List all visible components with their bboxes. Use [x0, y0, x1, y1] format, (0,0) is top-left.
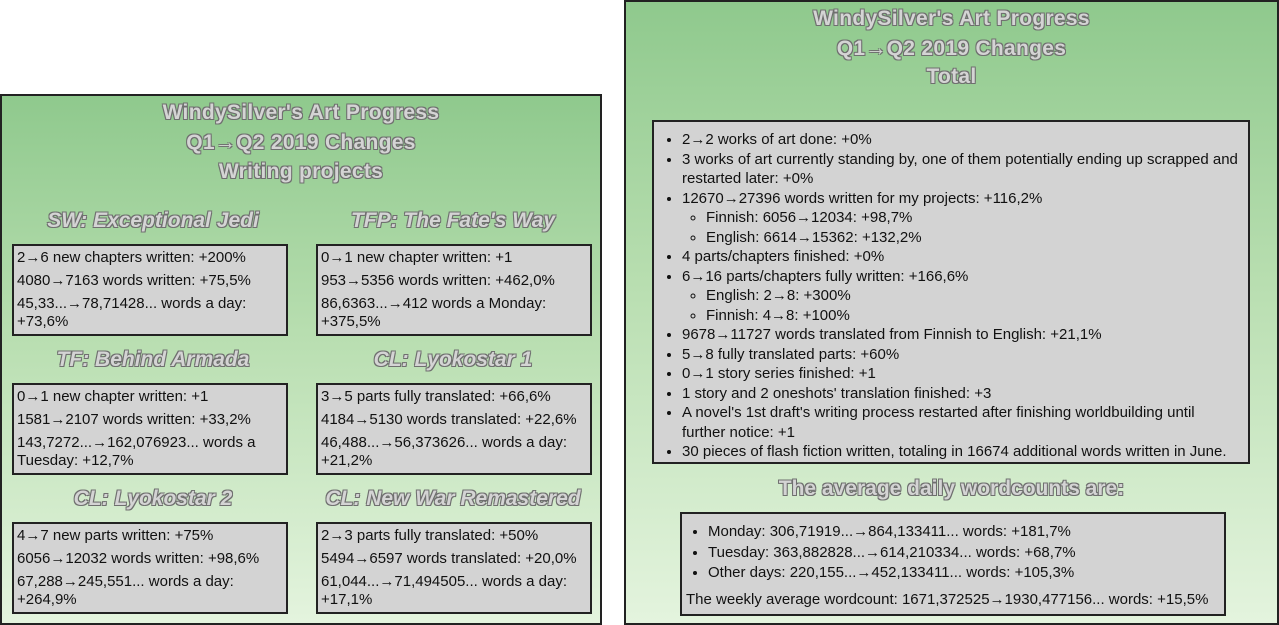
stat-line: 46,488...→56,373626... words a day: +21,2% — [321, 434, 567, 469]
stat-line: 0→1 new chapter written: +1 — [17, 388, 209, 405]
project-title: CL: Lyokostar 2 — [73, 487, 233, 510]
project-stats-box — [316, 522, 592, 614]
list-item-text: 6→16 parts/chapters fully written: +166,6% — [682, 267, 969, 285]
stat-line: 6056→12032 words written: +98,6% — [17, 550, 260, 567]
total-stats-box — [652, 120, 1250, 464]
stat-line: 67,288→245,551... words a day: +264,9% — [17, 573, 234, 608]
panel-subtitle: Writing projects — [218, 160, 384, 183]
list-item — [682, 267, 1242, 326]
project-stats-box — [12, 244, 288, 336]
list-item: • 3 works of art currently standing by, one of them potentially ending up scrapped and restarted later: +0% — [682, 150, 1242, 189]
list-item: • 2→2 works of art done: +0% — [682, 130, 1242, 150]
stat-line: 86,6363...→412 words a Monday: +375,5% — [321, 295, 547, 330]
average-stats-box — [680, 512, 1226, 616]
panel-subtitle: Total — [926, 65, 977, 88]
list-item: • Other days: 220,155...→452,133411... words: +105,3% — [708, 563, 1220, 584]
average-heading: The average daily wordcounts are: — [778, 477, 1125, 500]
list-item: • Monday: 306,71919...→864,133411... words: +181,7% — [708, 522, 1220, 543]
stat-line: 4184→5130 words translated: +22,6% — [321, 411, 577, 428]
stat-line: 953→5356 words written: +462,0% — [321, 272, 555, 289]
list-item: • 9678→11727 words translated from Finnish to English: +21,1% — [682, 325, 1242, 345]
weekly-average-line: The weekly average wordcount: 1671,372525→1930,477156... words: +15,5% — [686, 590, 1209, 608]
stat-line: 1581→2107 words written: +33,2% — [17, 411, 251, 428]
total-list — [660, 130, 1242, 462]
stat-line: 4→7 new parts written: +75% — [17, 527, 214, 544]
sub-list-item: ◦ English: 2→8: +300% — [706, 286, 1242, 306]
list-item: • 30 pieces of flash fiction written, totaling in 16674 additional words written in June. — [682, 442, 1242, 462]
project-title: TF: Behind Armada — [56, 348, 250, 371]
panel-title-line: Q1→Q2 2019 Changes — [836, 37, 1067, 60]
project-title: CL: New War Remastered — [325, 487, 581, 510]
panel-title-line: WindySilver's Art Progress — [813, 7, 1090, 30]
list-item: • A novel's 1st draft's writing process restarted after finishing worldbuilding until further notice: +1 — [682, 403, 1242, 442]
list-item-text: 12670→27396 words written for my projects: +116,2% — [682, 189, 1043, 207]
project-stats-box — [12, 383, 288, 475]
total-changes-panel — [624, 0, 1279, 625]
list-item: • 4 parts/chapters finished: +0% — [682, 247, 1242, 267]
project-title: SW: Exceptional Jedi — [47, 209, 259, 232]
average-list — [686, 522, 1220, 584]
project-title: CL: Lyokostar 1 — [373, 348, 533, 371]
stat-line: 143,7272...→162,076923... words a Tuesday: +12,7% — [17, 434, 256, 469]
list-item — [682, 189, 1242, 248]
sub-list — [682, 208, 1242, 247]
stat-line: 0→1 new chapter written: +1 — [321, 249, 513, 266]
sub-list-item: ◦ English: 6614→15362: +132,2% — [706, 228, 1242, 248]
stat-line: 61,044...→71,494505... words a day: +17,1% — [321, 573, 567, 608]
writing-projects-panel — [0, 94, 602, 625]
panel-title-line: WindySilver's Art Progress — [162, 101, 440, 124]
sub-list-item: ◦ Finnish: 6056→12034: +98,7% — [706, 208, 1242, 228]
stat-line: 5494→6597 words translated: +20,0% — [321, 550, 577, 567]
sub-list — [682, 286, 1242, 325]
stat-line: 45,33...→78,71428... words a day: +73,6% — [17, 295, 247, 330]
panel-title-line: Q1→Q2 2019 Changes — [186, 131, 416, 154]
stat-line: 4080→7163 words written: +75,5% — [17, 272, 251, 289]
list-item: • 5→8 fully translated parts: +60% — [682, 345, 1242, 365]
stat-line: 2→3 parts fully translated: +50% — [321, 527, 539, 544]
stat-line: 2→6 new chapters written: +200% — [17, 249, 246, 266]
project-stats-box — [316, 383, 592, 475]
sub-list-item: ◦ Finnish: 4→8: +100% — [706, 306, 1242, 326]
list-item: • 1 story and 2 oneshots' translation finished: +3 — [682, 384, 1242, 404]
project-stats-box — [12, 522, 288, 614]
list-item: • 0→1 story series finished: +1 — [682, 364, 1242, 384]
stat-line: 3→5 parts fully translated: +66,6% — [321, 388, 551, 405]
project-title: TFP: The Fate's Way — [350, 209, 556, 232]
list-item: • Tuesday: 363,882828...→614,210334... words: +68,7% — [708, 543, 1220, 564]
project-stats-box — [316, 244, 592, 336]
